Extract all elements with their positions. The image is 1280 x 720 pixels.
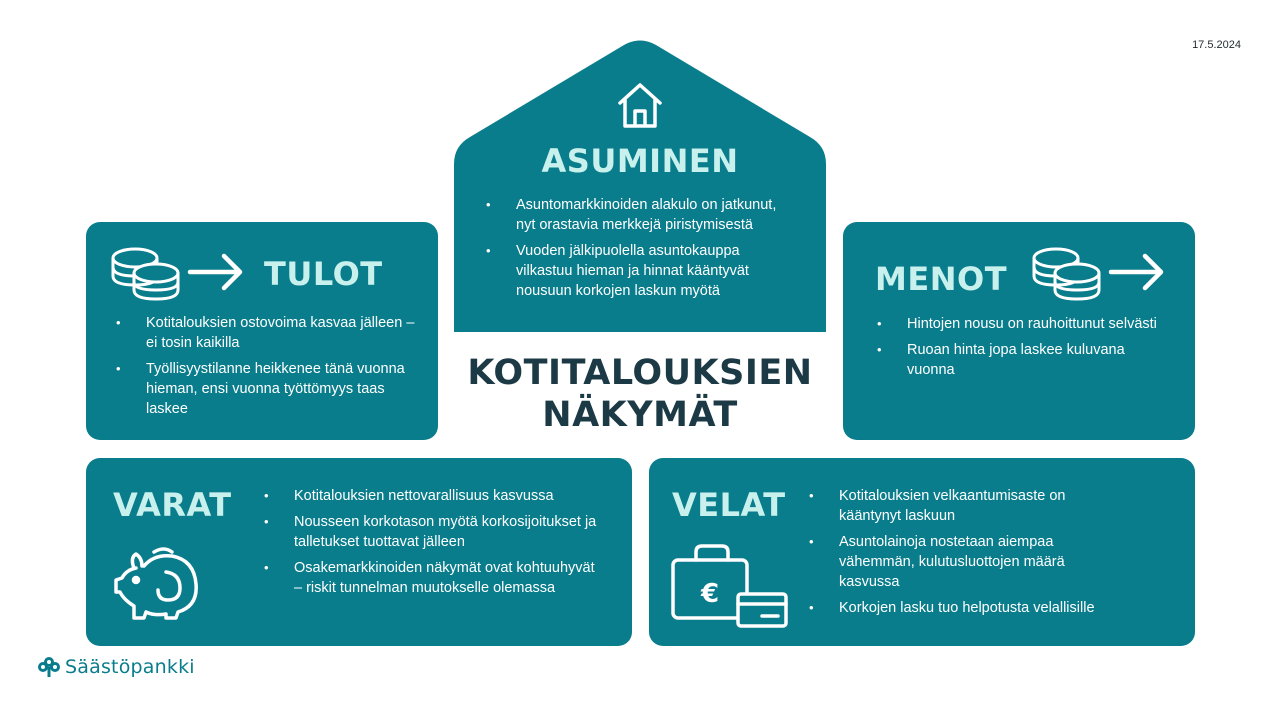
tulot-panel	[86, 222, 438, 440]
list-item: • Kotitalouksien velkaantumisaste on kääntynyt laskuun	[809, 486, 1109, 526]
menot-heading: MENOT	[875, 260, 1008, 298]
varat-panel	[86, 458, 632, 646]
asuminen-heading: ASUMINEN	[541, 142, 739, 180]
list-item: • Kotitalouksien nettovarallisuus kasvussa	[264, 486, 604, 506]
coins-arrow-icon	[108, 246, 248, 302]
tree-logo-icon	[37, 656, 61, 678]
list-item: • Vuoden jälkipuolella asuntokauppa vilkastuu hieman ja hinnat kääntyvät nousuun korkojen laskun myötä	[486, 241, 786, 301]
velat-bullets	[809, 486, 1109, 624]
logo-text: Säästöpankki	[65, 656, 195, 678]
list-item: • Hintojen nousu on rauhoittunut selvästi	[877, 314, 1167, 334]
list-item: • Ruoan hinta jopa laskee kuluvana vuonna	[877, 340, 1167, 380]
page-title-line1: KOTITALOUKSIEN	[467, 353, 813, 393]
list-item: • Asuntolainoja nostetaan aiempaa vähemmän, kulutusluottojen määrä kasvussa	[809, 532, 1109, 592]
list-item: • Asuntomarkkinoiden alakulo on jatkunut, nyt orastavia merkkejä piristymisestä	[486, 195, 786, 235]
velat-panel	[649, 458, 1195, 646]
menot-panel	[843, 222, 1195, 440]
asuminen-panel	[454, 40, 826, 332]
brand-logo	[37, 656, 195, 678]
menot-bullets	[877, 314, 1167, 386]
asuminen-bullets	[486, 195, 786, 307]
tulot-heading: TULOT	[264, 255, 383, 293]
piggy-bank-icon	[114, 544, 202, 620]
varat-heading: VARAT	[113, 486, 232, 524]
page-title-line2: NÄKYMÄT	[542, 395, 738, 435]
varat-bullets	[264, 486, 604, 604]
page-title	[440, 352, 840, 436]
velat-heading: VELAT	[672, 486, 786, 524]
list-item: • Korkojen lasku tuo helpotusta velallisille	[809, 598, 1109, 618]
tulot-bullets	[116, 313, 416, 425]
list-item: • Nousseen korkotason myötä korkosijoitukset ja talletukset tuottavat jälleen	[264, 512, 604, 552]
svg-text:€: €	[700, 579, 720, 609]
coins-arrow-icon	[1029, 246, 1169, 302]
list-item: • Osakemarkkinoiden näkymät ovat kohtuuhyvät – riskit tunnelman muutokselle olemassa	[264, 558, 604, 598]
list-item: • Kotitalouksien ostovoima kasvaa jälleen – ei tosin kaikilla	[116, 313, 416, 353]
wallet-card-icon	[670, 544, 790, 630]
house-icon	[615, 81, 665, 129]
date-label: 17.5.2024	[1192, 39, 1241, 51]
list-item: • Työllisyystilanne heikkenee tänä vuonna hieman, ensi vuonna työttömyys taas laskee	[116, 359, 416, 419]
